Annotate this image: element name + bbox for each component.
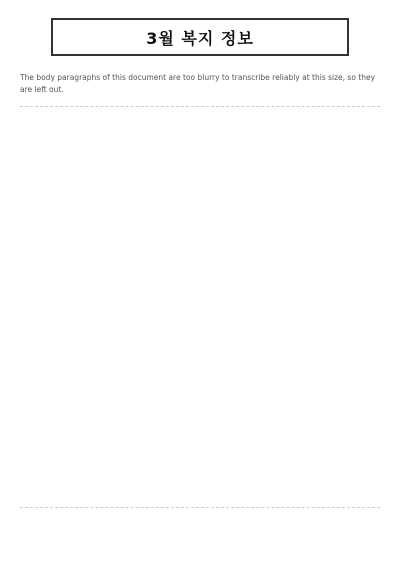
omitted-content-notice: The body paragraphs of this document are too blurry to transcribe reliably at this size, so they are left out.	[20, 73, 376, 94]
banner-box	[51, 18, 349, 56]
document-page	[0, 18, 400, 584]
omitted-body-region	[20, 106, 380, 508]
banner-title: 3월 복지 정보	[146, 28, 254, 48]
